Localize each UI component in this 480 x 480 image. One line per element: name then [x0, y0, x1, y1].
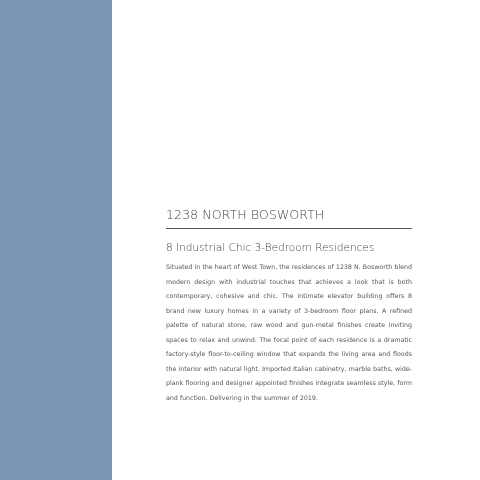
- property-subtitle: 8 Industrial Chic 3-Bedroom Residences: [166, 242, 375, 254]
- property-title: 1238 NORTH BOSWORTH: [166, 207, 325, 222]
- property-body-text: Situated in the heart of West Town, the residences of 1238 N. Bosworth blend modern design with industrial touches that achieves a look that is both contemporary, cohesive and chic. The intimate elevator building offers 8 brand new luxury homes in a variety of 3-bedroom floor plans. A refined palette of natural stone, raw wood and gun-metal finishes create inviting spaces to relax and unwind. The focal point of each residence is a dramatic factory-style floor-to-ceiling window that expands the living area and floods the interior with natural light. Imported Italian cabinetry, marble baths, wide-plank flooring and designer appointed finishes integrate seamless style, form and function. Delivering in the summer of 2019.: [166, 264, 412, 402]
- decorative-side-band: [0, 0, 112, 480]
- property-description: [166, 207, 412, 406]
- title-divider: [166, 228, 412, 229]
